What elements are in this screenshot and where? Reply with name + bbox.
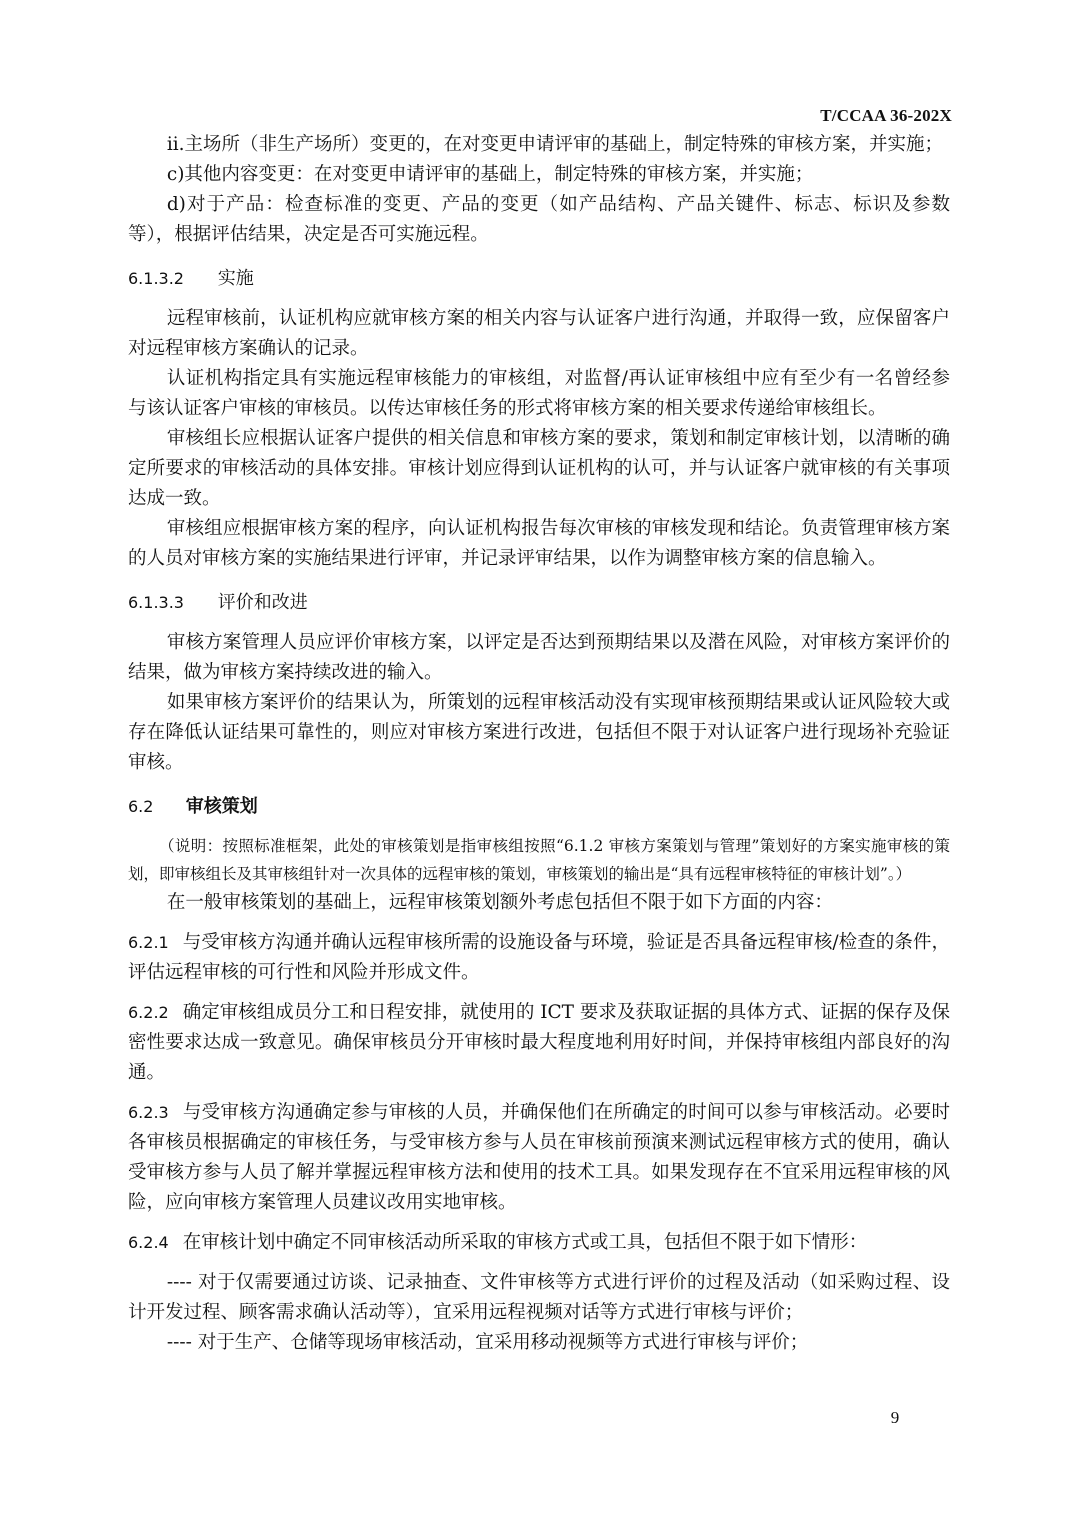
clause-text: 在审核计划中确定不同审核活动所采取的审核方式或工具，包括但不限于如下情形： [182, 1232, 868, 1253]
paragraph: 审核方案管理人员应评价审核方案，以评定是否达到预期结果以及潜在风险，对审核方案评价的结果，做为审核方案持续改进的输入。 [128, 632, 950, 683]
clause-6-2-2 [128, 998, 950, 1088]
section-heading-6-2 [128, 792, 950, 818]
paragraph-item-d: d)对于产品：检查标准的变更、产品的变更（如产品结构、产品关键件、标志、标识及参数等），根据评估结果，决定是否可实施远程。 [128, 194, 950, 245]
list-item: ---- 对于仅需要通过访谈、记录抽查、文件审核等方式进行评价的过程及活动（如采购过程、设计开发过程、顾客需求确认活动等），宜采用远程视频对话等方式进行审核与评价； [128, 1272, 950, 1323]
paragraph-item-c: c)其他内容变更：在对变更申请评审的基础上，制定特殊的审核方案，并实施； [166, 164, 814, 185]
page-number: 9 [890, 1408, 900, 1427]
clause-text: 与受审核方沟通并确认远程审核所需的设施设备与环境，验证是否具备远程审核/检查的条件，评估远程审核的可行性和风险并形成文件。 [128, 932, 950, 983]
section-title: 审核策划 [185, 796, 258, 817]
section-number: 6.1.3.3 [128, 593, 184, 612]
paragraph: 在一般审核策划的基础上，远程审核策划额外考虑包括但不限于如下方面的内容： [166, 892, 833, 913]
section-number: 6.1.3.2 [128, 269, 184, 288]
paragraph-item-ii: ii.主场所（非生产场所）变更的，在对变更申请评审的基础上，制定特殊的审核方案，并实施； [166, 134, 944, 155]
section-heading-6-1-3-2 [128, 264, 950, 290]
clause-text: 确定审核组成员分工和日程安排，就使用的 ICT 要求及获取证据的具体方式、证据的保存及保密性要求达成一致意见。确保审核员分开审核时最大程度地利用好时间，并保持审核组内部良好的沟通。 [128, 1002, 950, 1083]
clause-6-2-1 [128, 928, 950, 988]
paragraph: 审核组应根据审核方案的程序，向认证机构报告每次审核的审核发现和结论。负责管理审核方案的人员对审核方案的实施结果进行评审，并记录评审结果，以作为调整审核方案的信息输入。 [128, 518, 950, 569]
paragraph: 如果审核方案评价的结果认为，所策划的远程审核活动没有实现审核预期结果或认证风险较大或存在降低认证结果可靠性的，则应对审核方案进行改进，包括但不限于对认证客户进行现场补充验证审核。 [128, 692, 950, 773]
document-code: T/CCAA 36-202X [820, 106, 952, 125]
list-item: ---- 对于生产、仓储等现场审核活动，宜采用移动视频等方式进行审核与评价； [166, 1332, 809, 1353]
clause-number: 6.2.2 [128, 1003, 169, 1022]
clause-number: 6.2.1 [128, 933, 169, 952]
explanatory-note: （说明：按照标准框架，此处的审核策划是指审核组按照“6.1.2 审核方案策划与管理”策划好的方案实施审核的策划，即审核组长及其审核组针对一次具体的远程审核的策划，审核策划的输出是“具有远程审核特征的审核计划”。） [128, 837, 950, 883]
clause-number: 6.2.4 [128, 1233, 169, 1252]
section-title: 实施 [217, 268, 254, 289]
clause-text: 与受审核方沟通确定参与审核的人员，并确保他们在所确定的时间可以参与审核活动。必要时各审核员根据确定的审核任务，与受审核方参与人员在审核前预演来测试远程审核方式的使用，确认受审核方参与人员了解并掌握远程审核方法和使用的技术工具。如果发现存在不宜采用远程审核的风险，应向审核方案管理人员建议改用实地审核。 [128, 1102, 950, 1213]
section-title: 评价和改进 [217, 592, 308, 613]
paragraph: 审核组长应根据认证客户提供的相关信息和审核方案的要求，策划和制定审核计划，以清晰的确定所要求的审核活动的具体安排。审核计划应得到认证机构的认可，并与认证客户就审核的有关事项达成一致。 [128, 428, 950, 509]
page-body [128, 130, 950, 1358]
clause-6-2-3 [128, 1098, 950, 1218]
section-heading-6-1-3-3 [128, 588, 950, 614]
paragraph: 远程审核前，认证机构应就审核方案的相关内容与认证客户进行沟通，并取得一致，应保留客户对远程审核方案确认的记录。 [128, 308, 950, 359]
clause-number: 6.2.3 [128, 1103, 169, 1122]
clause-6-2-4 [128, 1228, 950, 1258]
section-number: 6.2 [128, 797, 154, 816]
paragraph: 认证机构指定具有实施远程审核能力的审核组，对监督/再认证审核组中应有至少有一名曾经参与该认证客户审核的审核员。以传达审核任务的形式将审核方案的相关要求传递给审核组长。 [128, 368, 950, 419]
